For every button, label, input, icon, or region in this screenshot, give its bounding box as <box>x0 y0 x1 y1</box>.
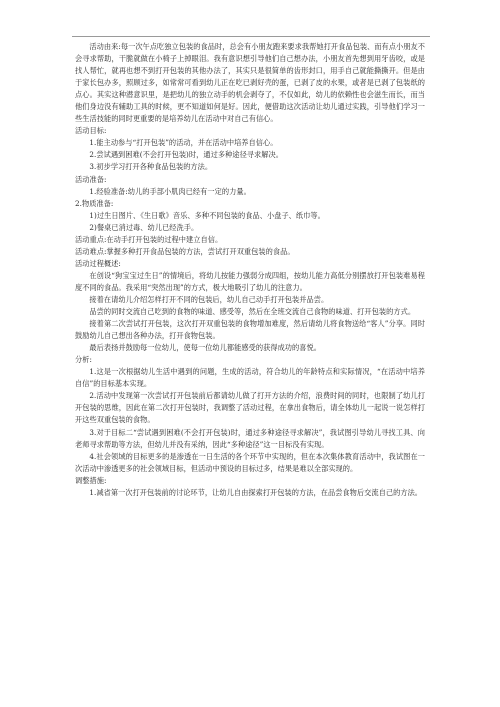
material-preparation-heading: 2.物质准备: <box>75 198 114 208</box>
process-paragraph: 品尝的同时交流自己吃到的食物的味道、感受等，然后在全班交流自己食物的味道、打开包装的方式。 <box>89 307 416 317</box>
goal-item: 1.能主动参与“打开包装”的活动，并在活动中培养自信心。 <box>89 138 278 148</box>
adjustment-heading: 调整措施: <box>75 475 107 485</box>
analysis-paragraph: 2.活动中发现第一次尝试打开包装前后都请幼儿做了打开方法的介绍，浪费时间的同时，也限制了幼儿打开包装的思维，因此在第二次打开包装时，我调整了活动过程，在拿出食物后，请全体幼儿一起说一说怎样打开这些双重包装的食物。 <box>75 391 425 425</box>
process-paragraph: 接着第二次尝试打开包装，这次打开双重包装的食物增加难度，然后请幼儿将食物送给“客人”分享。同时鼓励幼儿自己想出各种办法，打开食物包装。 <box>75 319 425 341</box>
process-paragraph: 最后表扬并鼓励每一位幼儿，使每一位幼儿都能感受的获得成功的喜悦。 <box>89 343 321 353</box>
intro-paragraph: 活动由来:每一次午点吃独立包装的食品时，总会有小朋友跑来要求我帮她打开食品包装、而有点小朋友不会寻求帮助，干脆就做在小椅子上掉眼泪。我有意识想引导他们自己想办法，小朋友首先想到用牙齿咬，或是找人帮忙，就再也想不到打开包装的其他办法了，其实只是很简单的齿形封口，用手自己就能撕撕开。但是由于家长包办多，照顾过多，如常常可看到幼儿正在吃已剥好壳的蛋，已剥了皮的水果，或者是已剥了包装纸的点心。其实这种潜意识里，是把幼儿的独立动手的机会剥夺了，不仅如此，幼儿的依赖性也会滋生而长，而当他们身边没有辅助工具的时候，更不知道如何是好。因此，便借助这次活动让幼儿通过实践，引导他们学习一些生活技能的同时更重要的是培养幼儿在活动中对自己有信心。 <box>75 42 425 124</box>
adjustment-paragraph: 1.减省第一次打开包装前的讨论环节，让幼儿自由探索打开包装的方法，在品尝食物后交流自己的方法。 <box>89 487 423 497</box>
material-item: 1)过生日图片、《生日歌》音乐、多种不同包装的食品、小盘子、纸巾等。 <box>89 210 325 220</box>
process-paragraph: 在创设“狗宝宝过生日”的情境后，将幼儿按能力强弱分成四组，按幼儿能力高低分别摆放打开包装难易程度不同的食品。我采用“突然出现”的方式，极大地吸引了幼儿的注意力。 <box>75 270 425 292</box>
process-heading: 活动过程概述: <box>75 258 121 268</box>
analysis-heading: 分析: <box>75 355 92 365</box>
material-item: 2)餐桌已消过毒、幼儿已经洗手。 <box>89 222 199 232</box>
analysis-paragraph: 4.社会领域的目标更多的是渗透在一日生活的各个环节中实现的，但在本次集体教育活动中，我试图在一次活动中渗透更多的社会领域目标，但活动中预设的目标过多，结果是难以全部实现的。 <box>75 451 425 473</box>
preparation-heading: 活动准备: <box>75 174 107 184</box>
experience-preparation: 1.经验准备:幼儿的手部小肌肉已经有一定的力量。 <box>89 186 251 196</box>
difficulty-point: 活动难点:掌握多种打开食品包装的方法，尝试打开双重包装的食品。 <box>75 246 295 256</box>
goal-item: 3.初步学习打开各种食品包装的方法。 <box>89 162 213 172</box>
page-header-rule <box>72 36 430 37</box>
document-body <box>75 41 425 499</box>
process-paragraph: 接着在请幼儿介绍怎样打开不同的包装后，幼儿自己动手打开包装并品尝。 <box>89 294 329 304</box>
goals-heading: 活动目标: <box>75 126 107 136</box>
analysis-paragraph: 1.这是一次根据幼儿生活中遇到的问题，生成的活动，符合幼儿的年龄特点和实际情况，“在活动中培养自信”的目标基本实现。 <box>75 367 425 389</box>
analysis-paragraph: 3.对于目标二“尝试遇到困难(不会打开包装)时，通过多种途径寻求解决”，我试图引导幼儿寻找工具、向老师寻求帮助等方法，但幼儿并没有采纳，因此“多种途径”这一目标没有实现。 <box>75 427 425 449</box>
key-point: 活动重点:在动手打开包装的过程中建立自信。 <box>75 234 223 244</box>
goal-item: 2.尝试遇到困难(不会打开包装)时，通过多种途径寻求解决。 <box>89 150 283 160</box>
